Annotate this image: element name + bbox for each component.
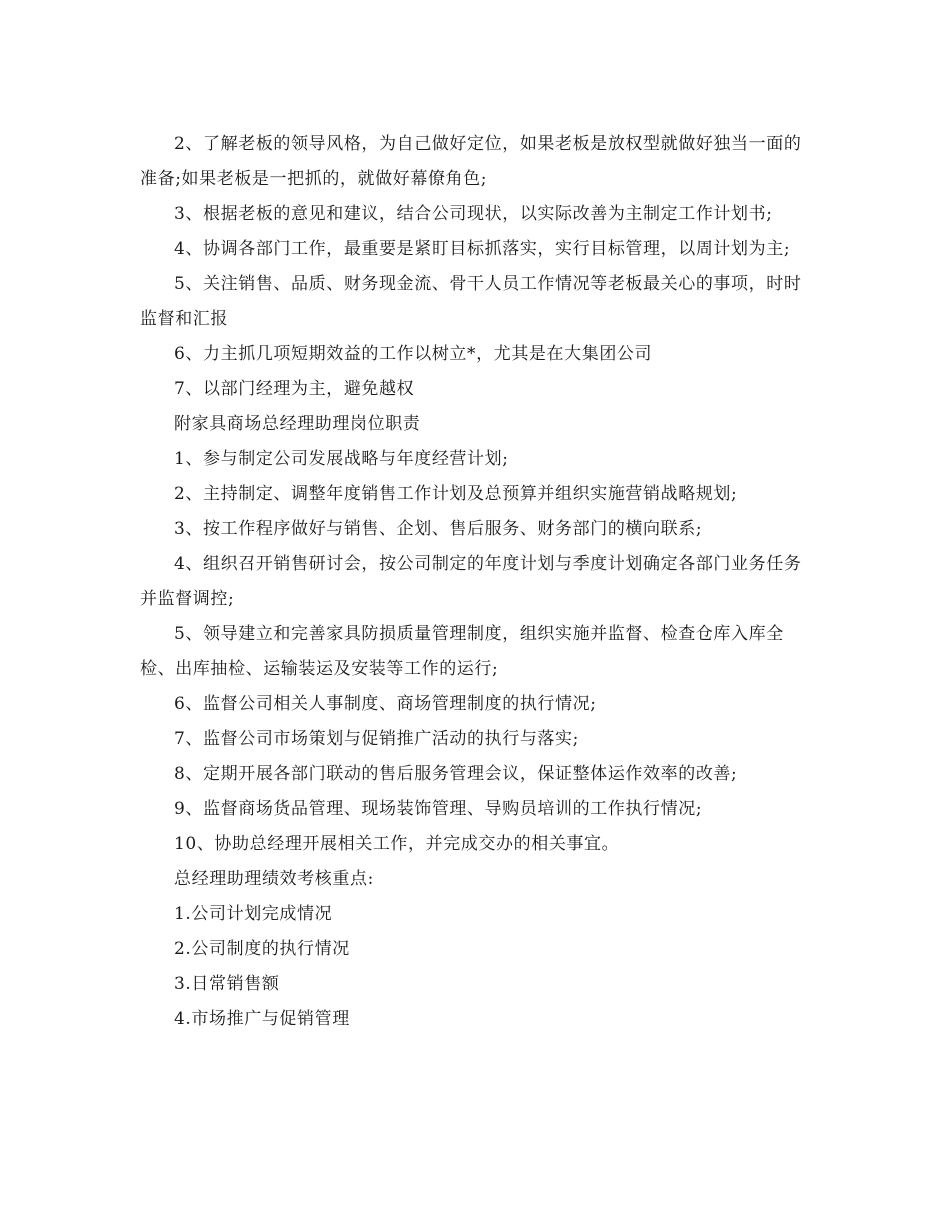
paragraph: 10、协助总经理开展相关工作，并完成交办的相关事宜。 xyxy=(174,834,620,854)
paragraph: 4、组织召开销售研讨会，按公司制定的年度计划与季度计划确定各部门业务任务并监督调控; xyxy=(140,554,802,609)
paragraph: 1、参与制定公司发展战略与年度经营计划; xyxy=(174,449,509,469)
section-heading: 附家具商场总经理助理岗位职责 xyxy=(174,414,421,434)
paragraph: 7、监督公司市场策划与促销推广活动的执行与落实; xyxy=(174,729,579,749)
paragraph: 6、监督公司相关人事制度、商场管理制度的执行情况; xyxy=(174,694,597,714)
list-item: 1.公司计划完成情况 xyxy=(174,904,333,924)
paragraph: 6、力主抓几项短期效益的工作以树立*，尤其是在大集团公司 xyxy=(174,344,653,364)
list-item: 2.公司制度的执行情况 xyxy=(174,939,350,959)
paragraph: 7、以部门经理为主，避免越权 xyxy=(174,379,415,399)
paragraph: 3、按工作程序做好与销售、企划、售后服务、财务部门的横向联系; xyxy=(174,519,703,539)
paragraph: 5、领导建立和完善家具防损质量管理制度，组织实施并监督、检查仓库入库全检、出库抽检、运输装运及安装等工作的运行; xyxy=(140,624,784,679)
section-heading: 总经理助理绩效考核重点: xyxy=(174,869,374,889)
list-item: 4.市场推广与促销管理 xyxy=(174,1009,350,1029)
paragraph: 5、关注销售、品质、财务现金流、骨干人员工作情况等老板最关心的事项，时时监督和汇报 xyxy=(140,274,802,329)
list-item: 3.日常销售额 xyxy=(174,974,280,994)
paragraph: 9、监督商场货品管理、现场装饰管理、导购员培训的工作执行情况; xyxy=(174,799,703,819)
paragraph: 2、主持制定、调整年度销售工作计划及总预算并组织实施营销战略规划; xyxy=(174,484,738,504)
paragraph: 8、定期开展各部门联动的售后服务管理会议，保证整体运作效率的改善; xyxy=(174,764,738,784)
paragraph: 3、根据老板的意见和建议，结合公司现状，以实际改善为主制定工作计划书; xyxy=(174,204,773,224)
paragraph: 4、协调各部门工作，最重要是紧盯目标抓落实，实行目标管理，以周计划为主; xyxy=(174,239,791,259)
paragraph: 2、了解老板的领导风格，为自己做好定位，如果老板是放权型就做好独当一面的准备;如果老板是一把抓的，就做好幕僚角色; xyxy=(140,134,802,189)
document-body xyxy=(140,127,812,1037)
